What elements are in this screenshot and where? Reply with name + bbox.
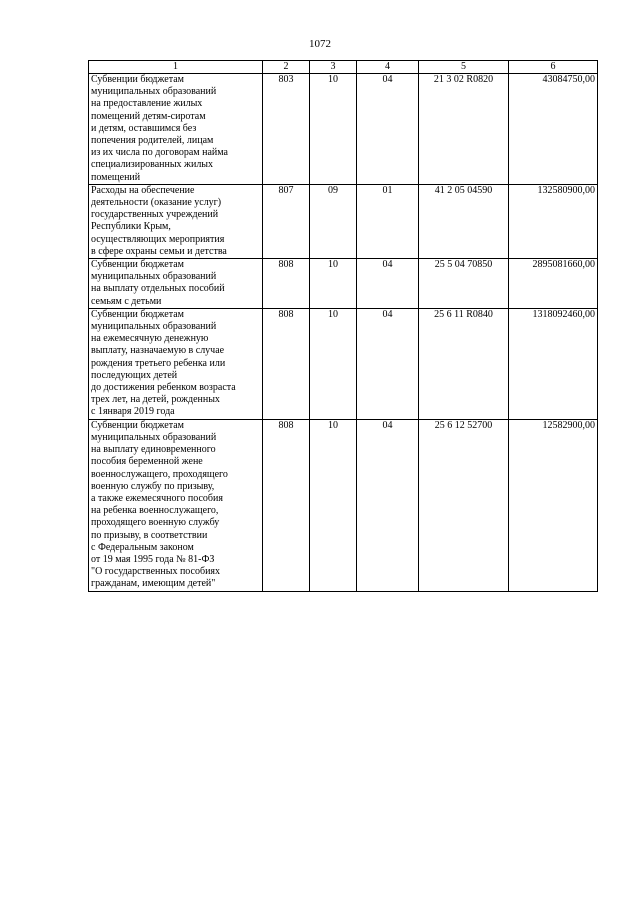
amount: 132580900,00 [509,184,598,258]
section-code: 09 [310,184,357,258]
amount: 1318092460,00 [509,308,598,419]
subsection-code: 04 [357,259,419,309]
subsection-code: 04 [357,308,419,419]
section-code: 10 [310,74,357,185]
budget-table [88,60,598,592]
ministry-code: 803 [263,74,310,185]
ministry-code: 808 [263,419,310,591]
column-header-5: 5 [419,61,509,74]
section-code: 10 [310,259,357,309]
table-row [89,74,598,185]
target-article-code: 21 3 02 R0820 [419,74,509,185]
amount: 2895081660,00 [509,259,598,309]
table-header-row [89,61,598,74]
amount: 12582900,00 [509,419,598,591]
expense-name: Субвенции бюджетам муниципальных образований на выплату отдельных пособий семьям с детьми [89,259,263,309]
expense-name: Субвенции бюджетам муниципальных образований на выплату единовременного пособия беременной жене военнослужащего, проходящего военную службу по призыву, а также ежемесячного пособия на ребенка военнослужащего, проходящего военную службу по призыву, в соответствии с Федеральным законом от 19 мая 1995 года № 81-ФЗ "О государственных пособиях гражданам, имеющим детей" [89,419,263,591]
target-article-code: 25 5 04 70850 [419,259,509,309]
expense-name: Субвенции бюджетам муниципальных образований на предоставление жилых помещений детям-сиротам и детям, оставшимся без попечения родителей, лицам из их числа по договорам найма специализированных жилых помещений [89,74,263,185]
table-row [89,308,598,419]
table-row [89,259,598,309]
ministry-code: 808 [263,259,310,309]
column-header-2: 2 [263,61,310,74]
column-header-6: 6 [509,61,598,74]
column-header-1: 1 [89,61,263,74]
expense-name: Субвенции бюджетам муниципальных образований на ежемесячную денежную выплату, назначаемую в случае рождения третьего ребенка или последующих детей до достижения ребенком возраста трех лет, на детей, рожденных с 1января 2019 года [89,308,263,419]
ministry-code: 808 [263,308,310,419]
section-code: 10 [310,308,357,419]
table-row [89,419,598,591]
target-article-code: 25 6 11 R0840 [419,308,509,419]
subsection-code: 04 [357,419,419,591]
ministry-code: 807 [263,184,310,258]
amount: 43084750,00 [509,74,598,185]
column-header-3: 3 [310,61,357,74]
expense-name: Расходы на обеспечение деятельности (оказание услуг) государственных учреждений Республики Крым, осуществляющих мероприятия в сфере охраны семьи и детства [89,184,263,258]
section-code: 10 [310,419,357,591]
target-article-code: 25 6 12 52700 [419,419,509,591]
subsection-code: 01 [357,184,419,258]
target-article-code: 41 2 05 04590 [419,184,509,258]
column-header-4: 4 [357,61,419,74]
page-number: 1072 [309,38,331,50]
table-row [89,184,598,258]
subsection-code: 04 [357,74,419,185]
